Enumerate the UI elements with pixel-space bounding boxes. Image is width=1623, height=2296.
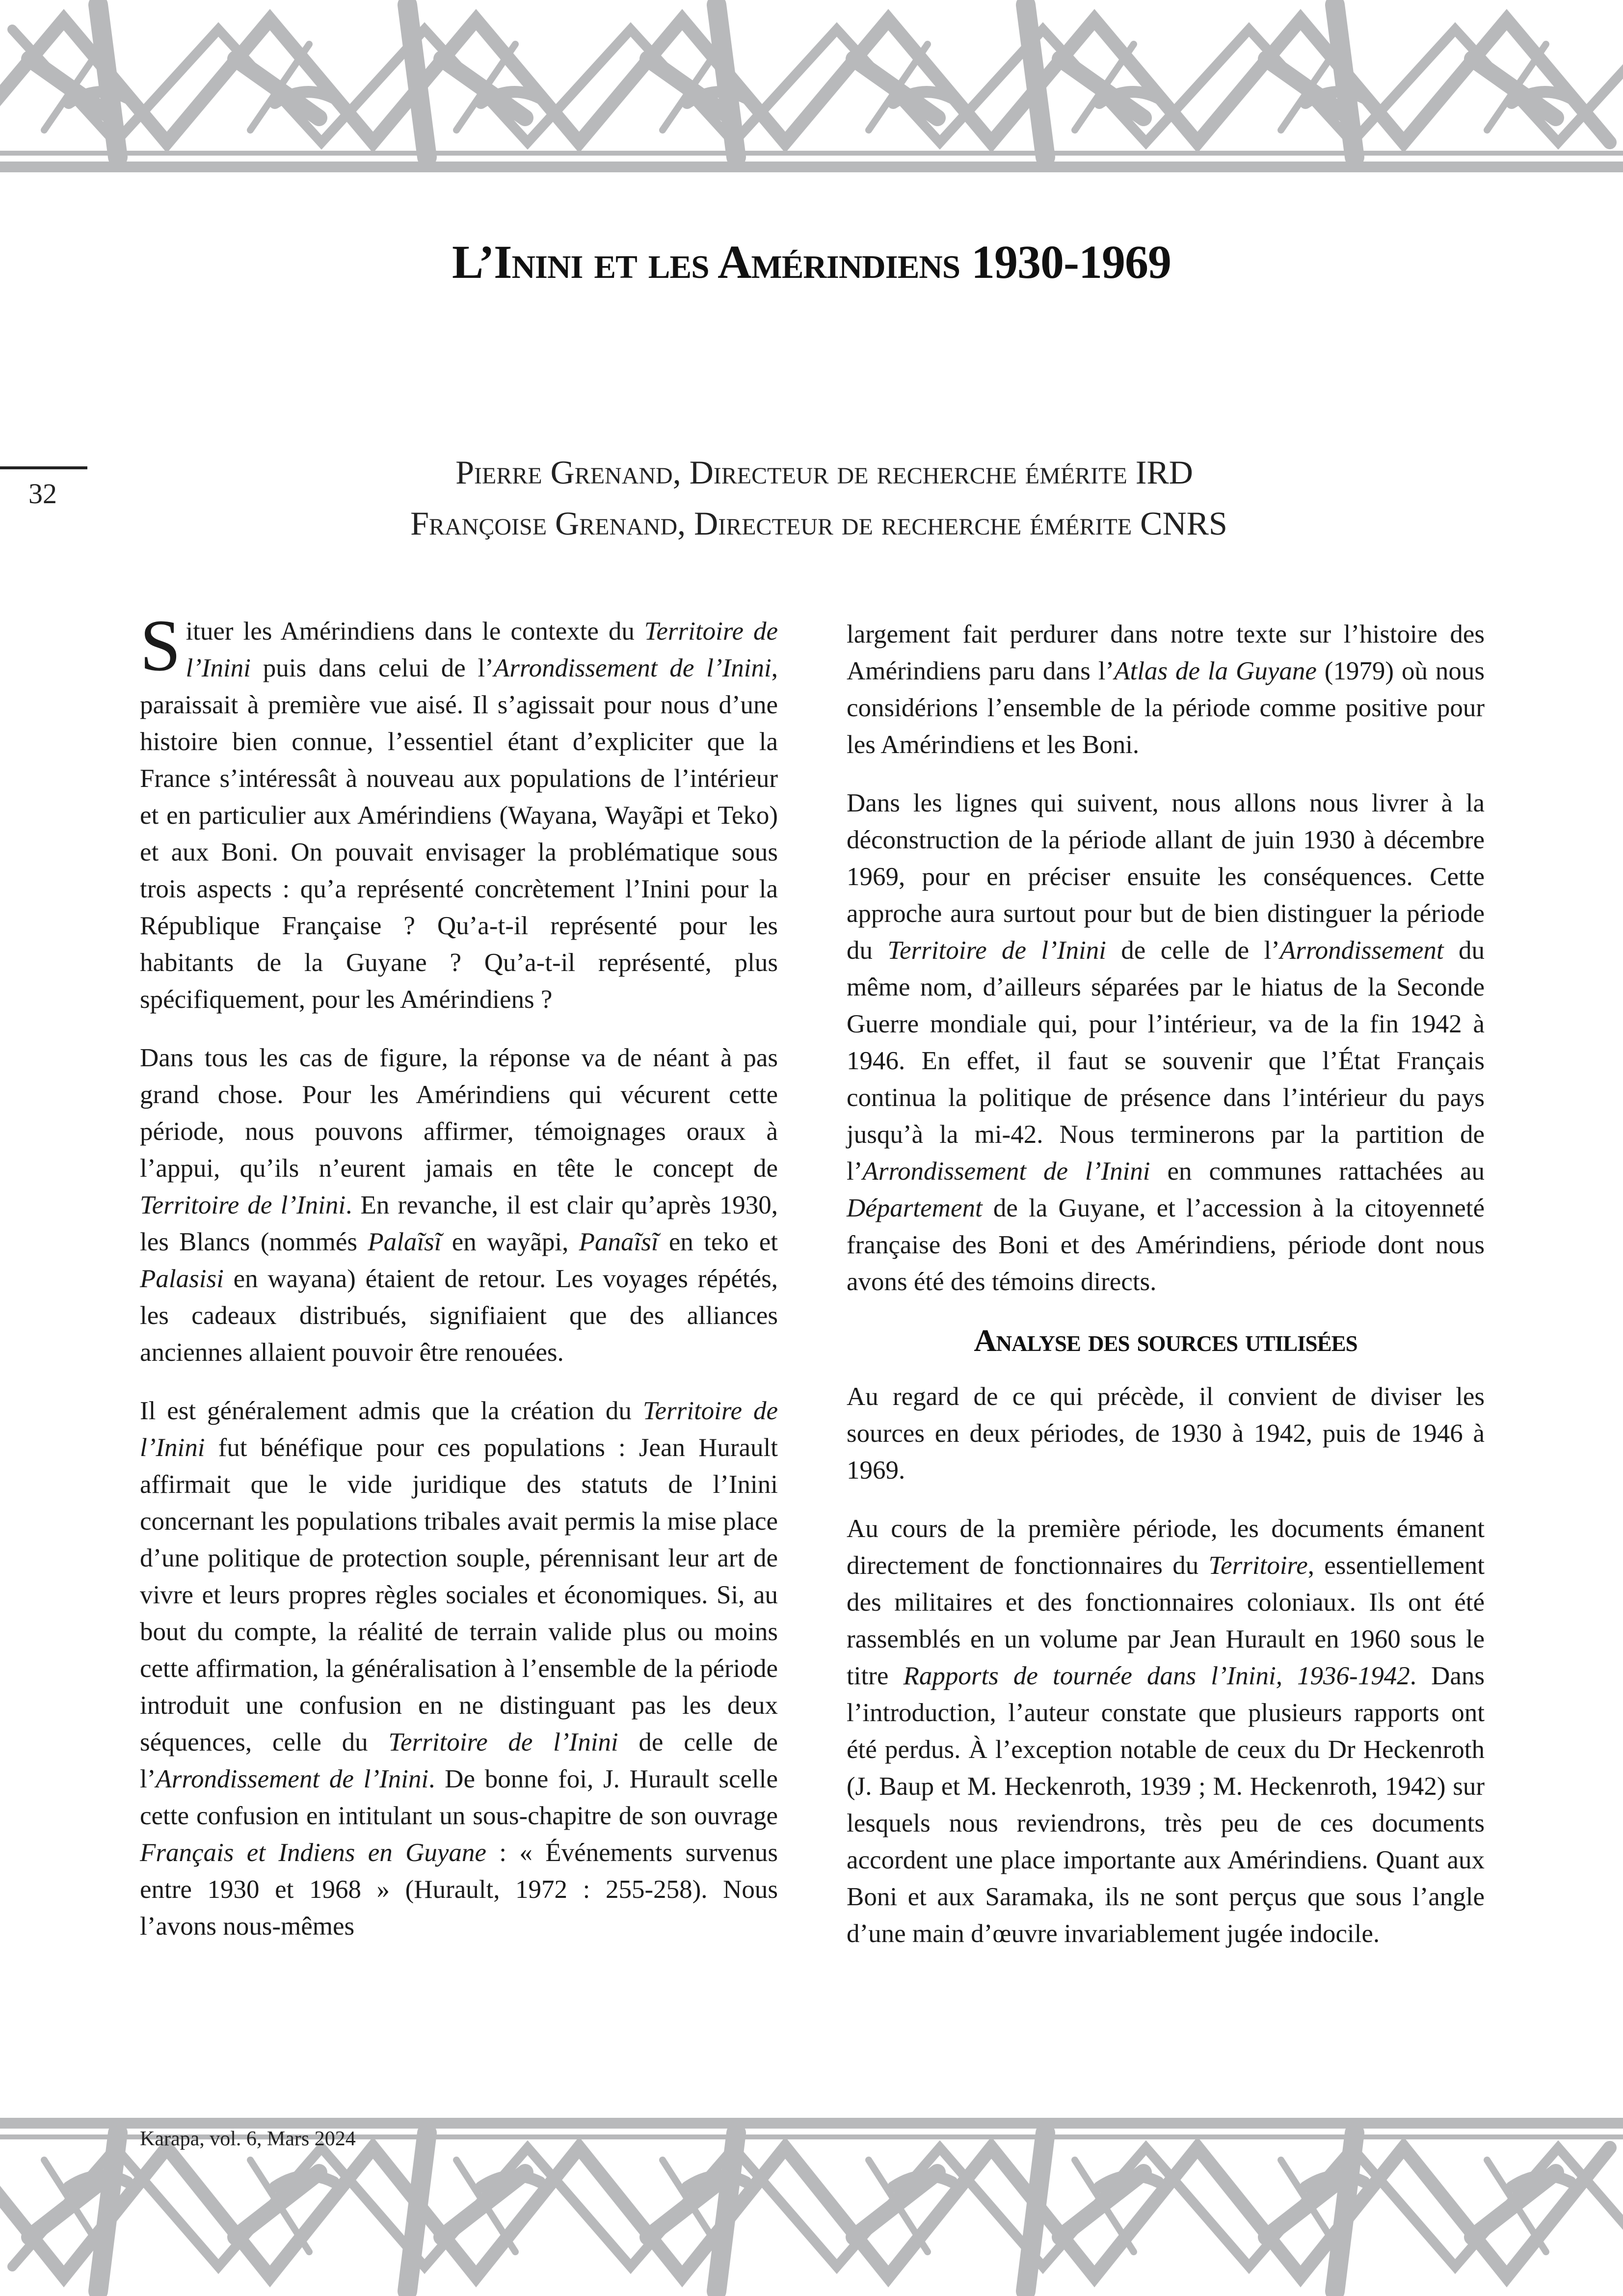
paragraph: Il est généralement admis que la création du Territoire de l’Inini fut bénéfique pour ces populations : Jean Hurault affirmait que le vide juridique des statuts de l’Inini concernant les populations tribales avait permis la mise place d’une politique de protection souple, pérennisant leur art de vivre et leurs propres règles sociales et économiques. Si, au bout du compte, la réalité de terrain valide plus ou moins cette affirmation, la généralisation à l’ensemble de la période introduit une confusion en ne distinguant pas les deux séquences, celle du Territoire de l’Inini de celle de l’Arrondissement de l’Inini. De bonne foi, J. Hurault scelle cette confusion en intitulant un sous-chapitre de son ouvrage Français et Indiens en Guyane : « Événements survenus entre 1930 et 1968 » (Hurault, 1972 : 255-258). Nous l’avons nous-mêmes: [140, 1397, 778, 1941]
text-column-right: [847, 616, 1485, 1974]
paragraph: Au regard de ce qui précède, il convient de diviser les sources en deux périodes, de 1930 à 1942, puis de 1946 à 1969.: [847, 1382, 1485, 1485]
paragraph-text: ituer les Amérindiens dans le contexte du Territoire de l’Inini puis dans celui de l’Arrondissement de l’Inini, paraissait à première vue aisé. Il s’agissait pour nous d’une histoire bien connue, l’essentiel étant d’expliciter que la France s’intéressât à nouveau aux populations de l’intérieur et en particulier aux Amérindiens (Wayana, Wayãpi et Teko) et aux Boni. On pouvait envisager la problématique sous trois aspects : qu’a représenté concrètement l’Inini pour la République Française ? Qu’a-t-il représenté pour les habitants de la Guyane ? Qu’a-t-il représenté, plus spécifiquement, pour les Amérindiens ?: [140, 617, 778, 1014]
bark-cloth-pattern-top: [0, 0, 1623, 177]
article-title-text: L’Inini et les Amérindiens 1930-1969: [452, 236, 1171, 288]
section-heading: Analyse des sources utilisées: [974, 1323, 1357, 1358]
decorative-band-top: [0, 0, 1623, 177]
paragraph: Dans les lignes qui suivent, nous allons nous livrer à la déconstruction de la période allant de juin 1930 à décembre 1969, pour en préciser ensuite les conséquences. Cette approche aura surtout pour but de bien distinguer la période du Territoire de l’Inini de celle de l’Arrondissement du même nom, d’ailleurs séparées par le hiatus de la Seconde Guerre mondiale qui, pour l’intérieur, va de la fin 1942 à 1946. En effet, il faut se souvenir que l’État Français continua la politique de présence dans l’intérieur du pays jusqu’à la mi-42. Nous terminerons par la partition de l’Arrondissement de l’Inini en communes rattachées au Département de la Guyane, et l’accession à la citoyenneté française des Boni et des Amérindiens, période dont nous avons été des témoins directs.: [847, 789, 1485, 1296]
page-number: 32: [28, 478, 57, 510]
article-title: [0, 235, 1623, 289]
paragraph: Au cours de la première période, les documents émanent directement de fonctionnaires du Territoire, essentiellement des militaires et des fonctionnaires coloniaux. Ils ont été rassemblés en un volume par Jean Hurault en 1960 sous le titre Rapports de tournée dans l’Inini, 1936-1942. Dans l’introduction, l’auteur constate que plusieurs rapports ont été perdus. À l’exception notable de ceux du Dr Heckenroth (J. Baup et M. Heckenroth, 1939 ; M. Heckenroth, 1942) sur lesquels nous reviendrons, très peu de ces documents accordent une place importante aux Amérindiens. Quant aux Boni et aux Saramaka, ils ne sont perçus que sous l’angle d’une main d’œuvre invariablement jugée indocile.: [847, 1514, 1485, 1948]
paragraph: [140, 605, 778, 1018]
author-list: [0, 447, 1623, 549]
author-line: Pierre Grenand, Directeur de recherche émérite IRD: [455, 454, 1193, 491]
paragraph: largement fait perdurer dans notre texte sur l’histoire des Amérindiens paru dans l’Atlas de la Guyane (1979) où nous considérions l’ensemble de la période comme positive pour les Amérindiens et les Boni.: [847, 620, 1485, 759]
author-line: Françoise Grenand, Directeur de recherche émérite CNRS: [410, 505, 1227, 542]
text-column-left: [140, 605, 778, 1967]
drop-cap: S: [140, 605, 181, 686]
paragraph: Dans tous les cas de figure, la réponse va de néant à pas grand chose. Pour les Amérindiens qui vécurent cette période, nous pouvons affirmer, témoignages oraux à l’appui, qu’ils n’eurent jamais en tête le concept de Territoire de l’Inini. En revanche, il est clair qu’après 1930, les Blancs (nommés Palaĩsĩ en wayãpi, Panaĩsĩ en teko et Palasisi en wayana) étaient de retour. Les voyages répétés, les cadeaux distribués, signifiaient que des alliances anciennes allaient pouvoir être renouées.: [140, 1044, 778, 1367]
journal-footer: Karapa, vol. 6, Mars 2024: [140, 2128, 356, 2150]
